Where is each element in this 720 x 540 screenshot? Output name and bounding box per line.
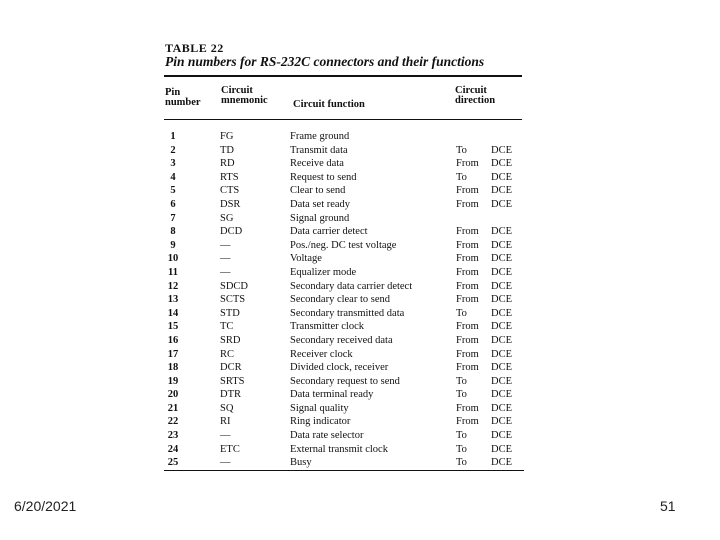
- pin-cell: 4: [170, 171, 176, 183]
- mnemonic-cell: SCTS: [220, 294, 246, 306]
- mnemonic-cell: DSR: [220, 198, 241, 210]
- endpoint-cell: DCE: [491, 430, 512, 442]
- mnemonic-cell: FG: [220, 131, 234, 142]
- endpoint-cell: DCE: [491, 158, 512, 170]
- endpoint-cell: DCE: [491, 144, 512, 156]
- pin-cell: 20: [167, 389, 179, 401]
- table-row: [160, 252, 532, 266]
- mnemonic-cell: —: [220, 266, 231, 278]
- table-row: [160, 171, 532, 185]
- mnemonic-cell: —: [220, 457, 231, 469]
- table-row: [160, 375, 532, 389]
- function-cell: Clear to send: [290, 185, 346, 197]
- pin-cell: 7: [170, 212, 176, 224]
- header-circuit-mnemonic: [221, 86, 268, 106]
- table-row: [160, 212, 532, 226]
- direction-cell: From: [456, 280, 479, 292]
- direction-cell: From: [456, 362, 479, 374]
- mnemonic-cell: SDCD: [220, 280, 249, 292]
- direction-cell: From: [456, 348, 479, 360]
- table-row: [160, 198, 532, 212]
- pin-cell: 3: [170, 158, 176, 170]
- endpoint-cell: DCE: [491, 307, 512, 319]
- direction-cell: From: [456, 239, 479, 251]
- function-cell: Signal ground: [290, 212, 350, 224]
- table-title: TABLE 22: [165, 41, 224, 55]
- table-row: [160, 307, 532, 321]
- direction-cell: From: [456, 321, 479, 333]
- mnemonic-cell: DCD: [220, 226, 243, 238]
- mnemonic-cell: RD: [220, 158, 235, 170]
- header-rule: [164, 119, 522, 120]
- scanned-table-image: [160, 40, 532, 472]
- direction-cell: To: [456, 171, 467, 183]
- endpoint-cell: DCE: [491, 402, 512, 414]
- pin-cell: 25: [167, 457, 179, 469]
- direction-cell: To: [456, 443, 467, 455]
- header-pin-number: [165, 88, 201, 108]
- function-cell: Data terminal ready: [290, 389, 374, 401]
- pin-cell: 24: [167, 443, 179, 455]
- endpoint-cell: DCE: [491, 375, 512, 387]
- header-direction-line1: Circuit: [455, 85, 487, 96]
- table-row: [160, 388, 532, 402]
- direction-cell: To: [456, 307, 467, 319]
- function-cell: Secondary received data: [290, 334, 393, 346]
- endpoint-cell: DCE: [491, 239, 512, 251]
- pin-cell: 19: [167, 375, 179, 387]
- mnemonic-cell: SRD: [220, 334, 241, 346]
- header-pin-line2: number: [165, 97, 201, 108]
- mnemonic-cell: RI: [220, 416, 231, 428]
- mnemonic-cell: RTS: [220, 171, 239, 183]
- mnemonic-cell: TC: [220, 321, 234, 333]
- table-row: [160, 293, 532, 307]
- table-row: [160, 429, 532, 443]
- endpoint-cell: DCE: [491, 362, 512, 374]
- endpoint-cell: DCE: [491, 294, 512, 306]
- pin-cell: 10: [167, 253, 179, 265]
- mnemonic-cell: DTR: [220, 389, 241, 401]
- endpoint-cell: DCE: [491, 457, 512, 469]
- function-cell: Frame ground: [290, 131, 350, 142]
- table-row: [160, 239, 532, 253]
- endpoint-cell: DCE: [491, 226, 512, 238]
- direction-cell: From: [456, 402, 479, 414]
- function-cell: Secondary request to send: [290, 375, 400, 387]
- direction-cell: From: [456, 198, 479, 210]
- direction-cell: To: [456, 144, 467, 156]
- pin-cell: 17: [167, 348, 179, 360]
- pin-cell: 14: [167, 307, 179, 319]
- mnemonic-cell: SRTS: [220, 375, 245, 387]
- table-row: [160, 402, 532, 416]
- pin-cell: 15: [167, 321, 179, 333]
- mnemonic-cell: —: [220, 430, 231, 442]
- function-cell: Secondary data carrier detect: [290, 280, 413, 292]
- function-cell: External transmit clock: [290, 443, 388, 455]
- direction-cell: To: [456, 430, 467, 442]
- table-row: [160, 320, 532, 334]
- mnemonic-cell: —: [220, 253, 231, 265]
- direction-cell: To: [456, 375, 467, 387]
- mnemonic-cell: ETC: [220, 443, 240, 455]
- table-row: [160, 415, 532, 429]
- function-cell: Request to send: [290, 171, 357, 183]
- function-cell: Ring indicator: [290, 416, 351, 428]
- mnemonic-cell: TD: [220, 144, 234, 156]
- mnemonic-cell: —: [220, 239, 231, 251]
- header-circuit-direction: [455, 86, 495, 106]
- function-cell: Transmit data: [290, 144, 348, 156]
- mnemonic-cell: DCR: [220, 362, 242, 374]
- top-rule: [164, 75, 522, 77]
- function-cell: Data rate selector: [290, 430, 364, 442]
- function-cell: Transmitter clock: [290, 321, 364, 333]
- endpoint-cell: DCE: [491, 443, 512, 455]
- pin-cell: 16: [167, 334, 179, 346]
- table-caption: Pin numbers for RS-232C connectors and their functions: [165, 54, 485, 69]
- mnemonic-cell: CTS: [220, 185, 240, 197]
- direction-cell: From: [456, 158, 479, 170]
- header-direction-line2: direction: [455, 95, 496, 106]
- direction-cell: To: [456, 389, 467, 401]
- bottom-rule: [164, 470, 524, 471]
- function-cell: Data carrier detect: [290, 226, 368, 238]
- pin-cell: 23: [167, 430, 179, 442]
- direction-cell: From: [456, 253, 479, 265]
- table-row: [160, 348, 532, 362]
- function-cell: Receiver clock: [290, 348, 353, 360]
- table-row: [160, 130, 532, 144]
- header-pin-line1: Pin: [165, 87, 181, 98]
- endpoint-cell: DCE: [491, 171, 512, 183]
- table-body: [160, 130, 532, 470]
- function-cell: Secondary transmitted data: [290, 307, 405, 319]
- table-row: [160, 334, 532, 348]
- endpoint-cell: DCE: [491, 266, 512, 278]
- table-row: [160, 157, 532, 171]
- table-row: [160, 225, 532, 239]
- endpoint-cell: DCE: [491, 416, 512, 428]
- pin-cell: 6: [170, 198, 176, 210]
- mnemonic-cell: SG: [220, 212, 234, 224]
- pin-cell: 5: [170, 185, 176, 197]
- function-cell: Voltage: [290, 253, 322, 265]
- function-cell: Busy: [290, 457, 312, 469]
- table-row: [160, 456, 532, 470]
- function-cell: Receive data: [290, 158, 344, 170]
- pin-cell: 22: [167, 416, 179, 428]
- direction-cell: From: [456, 185, 479, 197]
- function-cell: Secondary clear to send: [290, 294, 391, 306]
- pin-cell: 8: [170, 226, 176, 238]
- header-mnemonic-line2: mnemonic: [221, 95, 268, 106]
- direction-cell: To: [456, 457, 467, 469]
- pin-cell: 13: [167, 294, 179, 306]
- direction-cell: From: [456, 266, 479, 278]
- endpoint-cell: DCE: [491, 334, 512, 346]
- pin-cell: 9: [170, 239, 176, 251]
- mnemonic-cell: STD: [220, 307, 240, 319]
- endpoint-cell: DCE: [491, 185, 512, 197]
- endpoint-cell: DCE: [491, 198, 512, 210]
- direction-cell: From: [456, 334, 479, 346]
- table-row: [160, 361, 532, 375]
- endpoint-cell: DCE: [491, 321, 512, 333]
- direction-cell: From: [456, 294, 479, 306]
- pin-cell: 1: [170, 131, 176, 142]
- table-row: [160, 266, 532, 280]
- table-row: [160, 144, 532, 158]
- function-cell: Signal quality: [290, 402, 349, 414]
- pin-cell: 11: [168, 266, 178, 278]
- mnemonic-cell: SQ: [220, 402, 234, 414]
- direction-cell: From: [456, 226, 479, 238]
- endpoint-cell: DCE: [491, 348, 512, 360]
- pin-cell: 2: [170, 144, 176, 156]
- pin-cell: 12: [167, 280, 179, 292]
- header-circuit-function: Circuit function: [293, 99, 365, 110]
- table-row: [160, 184, 532, 198]
- function-cell: Divided clock, receiver: [290, 362, 389, 374]
- endpoint-cell: DCE: [491, 253, 512, 265]
- slide-date: 6/20/2021: [14, 498, 77, 514]
- function-cell: Pos./neg. DC test voltage: [290, 239, 397, 251]
- direction-cell: From: [456, 416, 479, 428]
- endpoint-cell: DCE: [491, 280, 512, 292]
- function-cell: Equalizer mode: [290, 266, 357, 278]
- mnemonic-cell: RC: [220, 348, 235, 360]
- table-row: [160, 280, 532, 294]
- pin-cell: 21: [167, 402, 179, 414]
- header-mnemonic-line1: Circuit: [221, 85, 253, 96]
- endpoint-cell: DCE: [491, 389, 512, 401]
- function-cell: Data set ready: [290, 198, 351, 210]
- slide-page-number: 51: [660, 498, 676, 514]
- pin-cell: 18: [167, 362, 179, 374]
- table-row: [160, 443, 532, 457]
